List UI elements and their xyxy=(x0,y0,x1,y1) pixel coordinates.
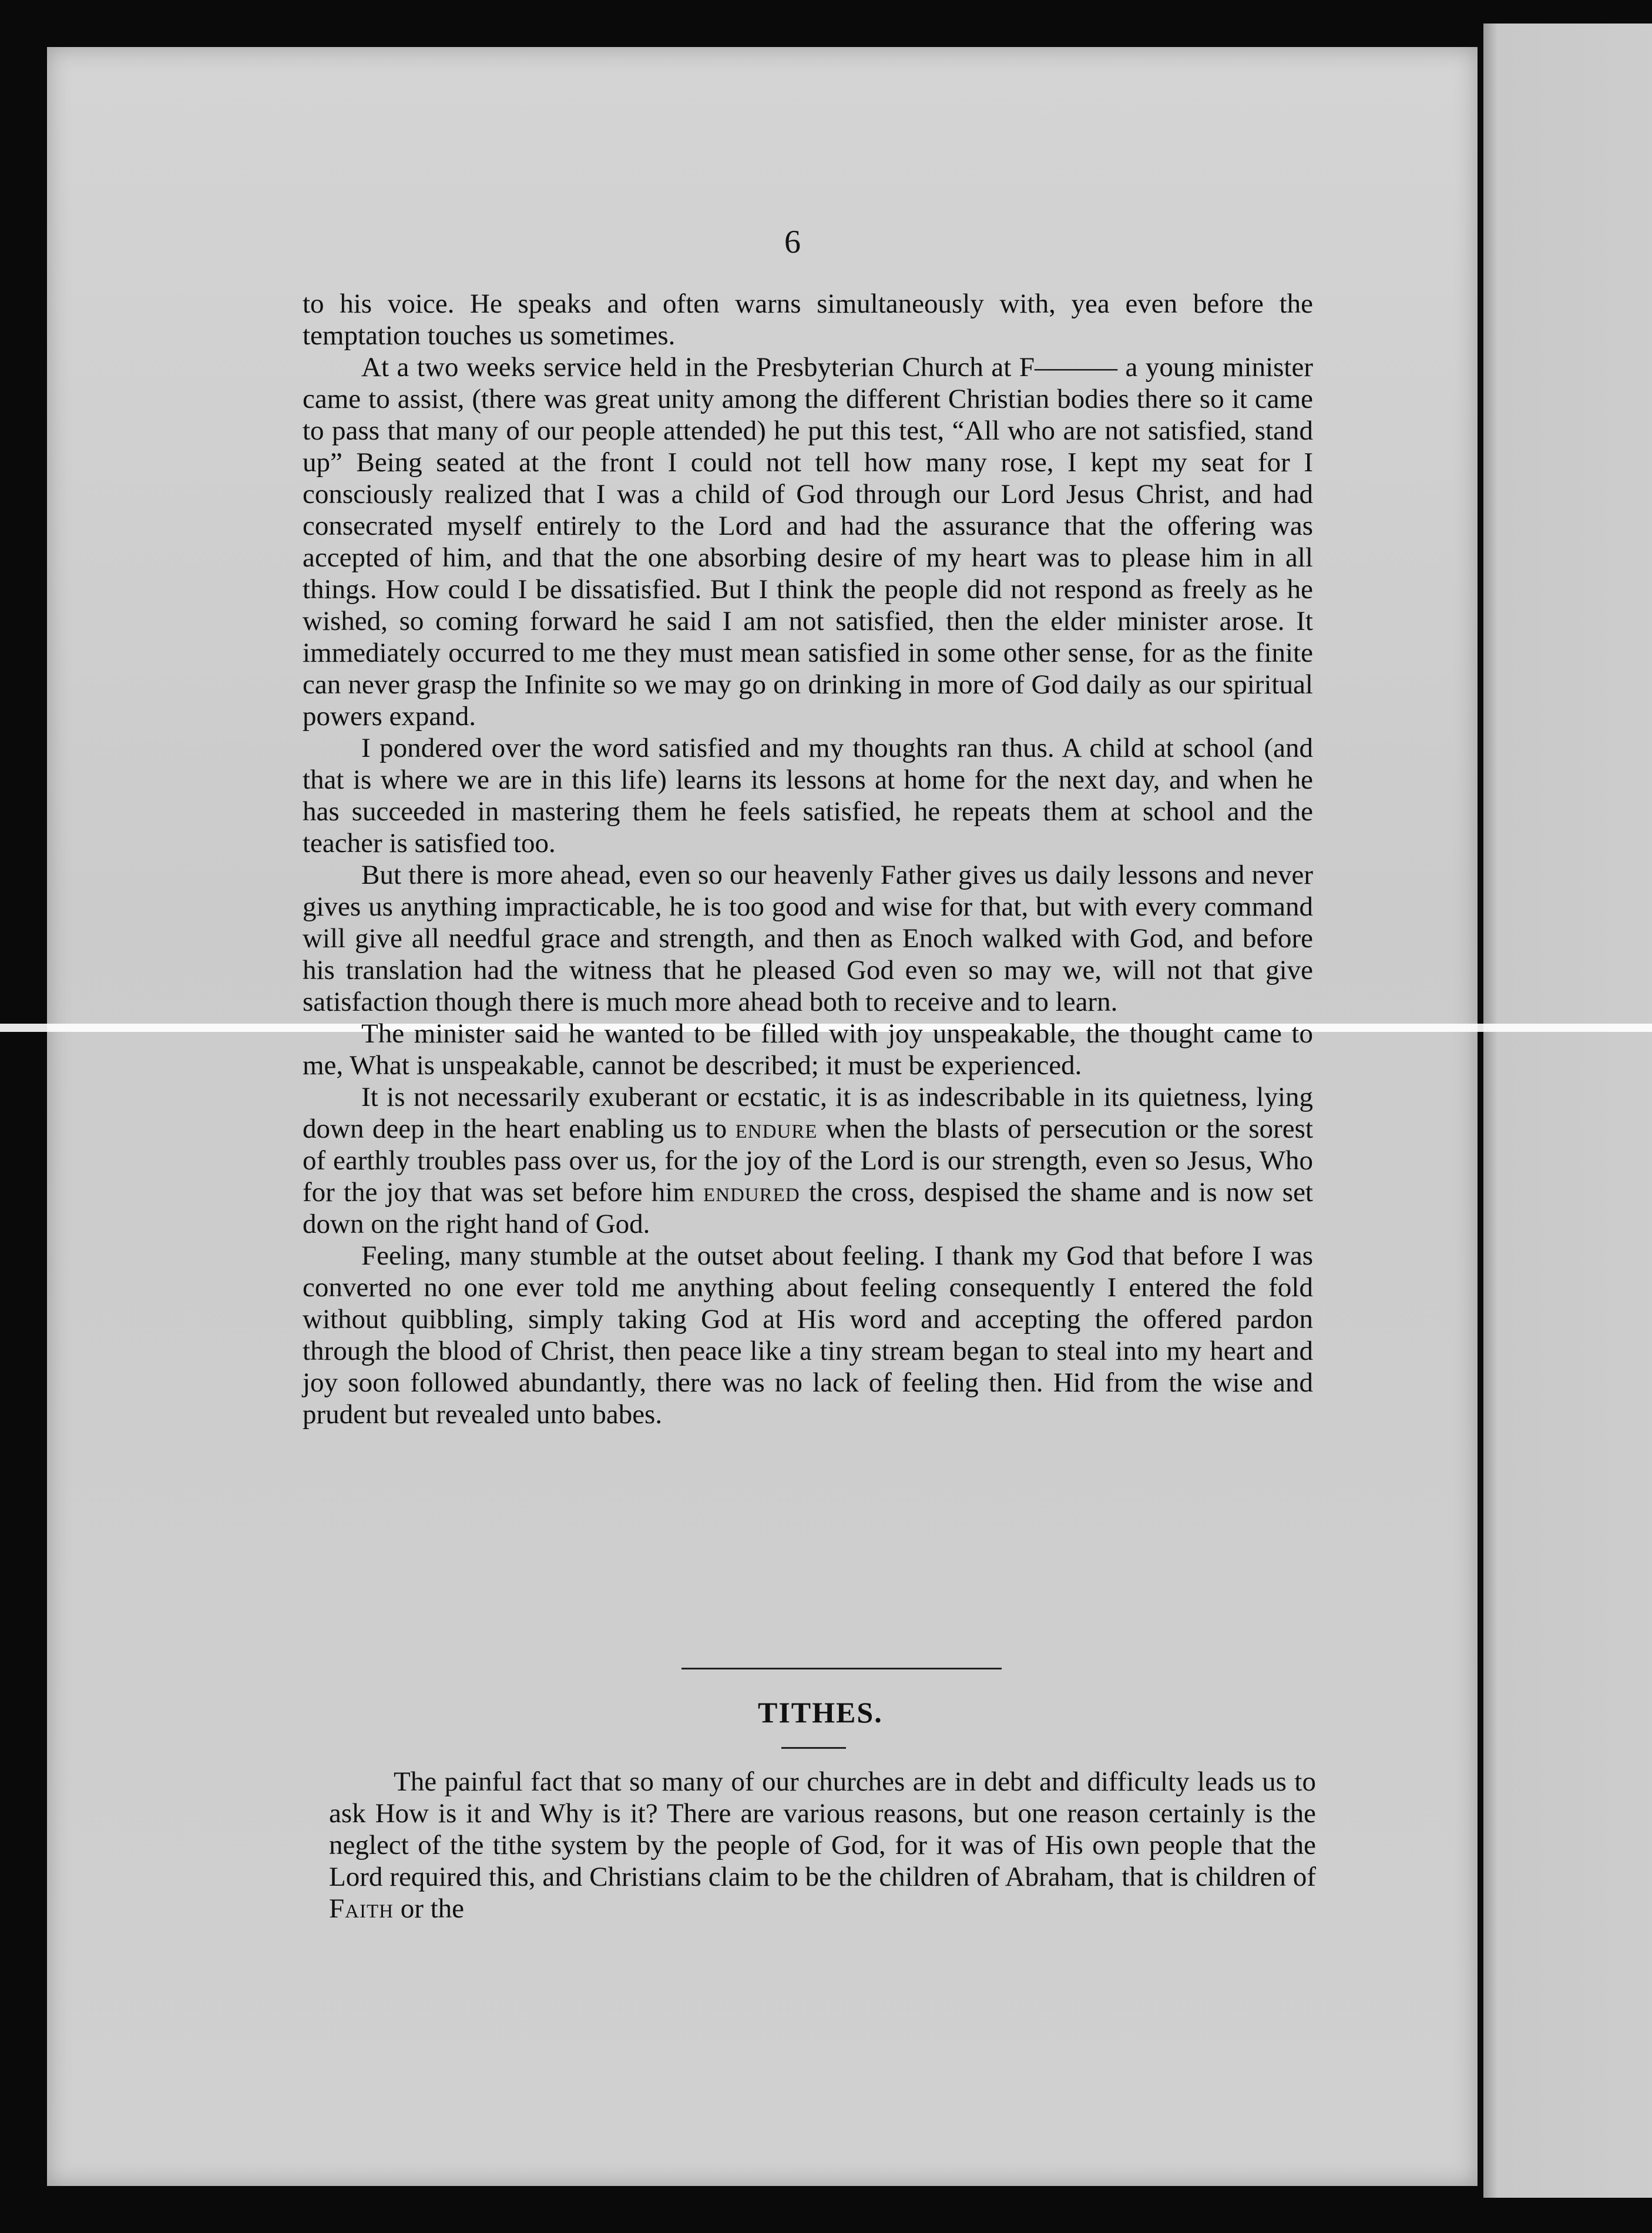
body-text xyxy=(303,288,1313,1430)
section-title: TITHES. xyxy=(758,1696,883,1729)
paragraph xyxy=(303,288,1313,351)
text-run: when the blasts of persecution or the sorest of earthly troubles pass over us, for the joy of the Lord is our strength, even so Jesus, Who for the joy that was set before him xyxy=(303,1114,1314,1208)
paragraph xyxy=(303,1240,1313,1430)
text-run: It is not necessarily exuberant or ecstatic, it is as indescribable in its quietness, lying down deep in the heart enabling us to xyxy=(303,1082,1313,1144)
text-run: to his voice. He speaks and often warns simultaneously with, yea even before the temptation touches us sometimes. xyxy=(303,289,1313,351)
text-run: the cross, despised the shame and is now set down on the right hand of God. xyxy=(303,1177,1313,1239)
paragraph xyxy=(303,351,1313,732)
emphasis-smallcaps: endured xyxy=(703,1177,800,1208)
title-underline xyxy=(781,1747,846,1749)
text-run: I pondered over the word satisfied and my thoughts ran thus. A child at school (and that is where we are in this life) learns its lessons at home for the next day, and when he has succeeded in mastering them he feels satisfied, he repeats them at school and the teacher is satisfied too. xyxy=(303,733,1313,859)
page-number: 6 xyxy=(784,224,801,260)
tithes-paragraph xyxy=(329,1766,1316,1924)
paragraph xyxy=(303,1018,1313,1081)
paragraph xyxy=(303,1081,1313,1240)
text-run: or the xyxy=(393,1893,465,1924)
text-run: The painful fact that so many of our churches are in debt and difficulty leads us to ask How is it and Why is it? There are various reasons, but one reason certainly is the neglect of the tithe system by the people of God, for it was of His own people that the Lord required this, and Christians claim to be the children of Abraham, that is children of xyxy=(329,1766,1316,1892)
facing-page-edge xyxy=(1483,24,1652,2198)
section-divider xyxy=(681,1668,1002,1669)
emphasis-smallcaps: Faith xyxy=(329,1893,394,1924)
paragraph xyxy=(303,859,1313,1018)
text-run: Feeling, many stumble at the outset about feeling. I thank my God that before I was converted no one ever told me anything about feeling consequently I entered the fold without quibbling, simply taking God at His word and accepting the offered pardon through the blood of Christ, then peace like a tiny stream began to steal into my heart and joy soon followed abundantly, there was no lack of feeling then. Hid from the wise and prudent but revealed unto babes. xyxy=(303,1240,1313,1430)
text-run: But there is more ahead, even so our heavenly Father gives us daily lessons and never gives us anything impracticable, he is too good and wise for that, but with every command will give all needful grace and strength, and then as Enoch walked with God, and before his translation had the witness that he pleased God even so may we, will not that give satisfaction though there is much more ahead both to receive and to learn. xyxy=(303,860,1313,1017)
paragraph xyxy=(303,732,1313,859)
text-run: The minister said he wanted to be filled with joy unspeakable, the thought came to me, What is unspeakable, cannot be described; it must be experienced. xyxy=(303,1018,1313,1081)
emphasis-smallcaps: endure xyxy=(735,1114,818,1144)
text-run: At a two weeks service held in the Presbyterian Church at F——— a young minister came to assist, (there was great unity among the different Christian bodies there so it came to pass that many of our people attended) he put this test, “All who are not satisfied, stand up” Being seated at the front I could not tell how many rose, I kept my seat for I consciously realized that I was a child of God through our Lord Jesus Christ, and had consecrated myself entirely to the Lord and had the assurance that the offering was accepted of him, and that the one absorbing desire of my heart was to please him in all things. How could I be dissatisfied. But I think the people did not respond as freely as he wished, so coming forward he said I am not satisfied, then the elder minister arose. It immediately occurred to me they must mean satisfied in some other sense, for as the finite can never grasp the Infinite so we may go on drinking in more of God daily as our spiritual powers expand. xyxy=(303,352,1313,732)
